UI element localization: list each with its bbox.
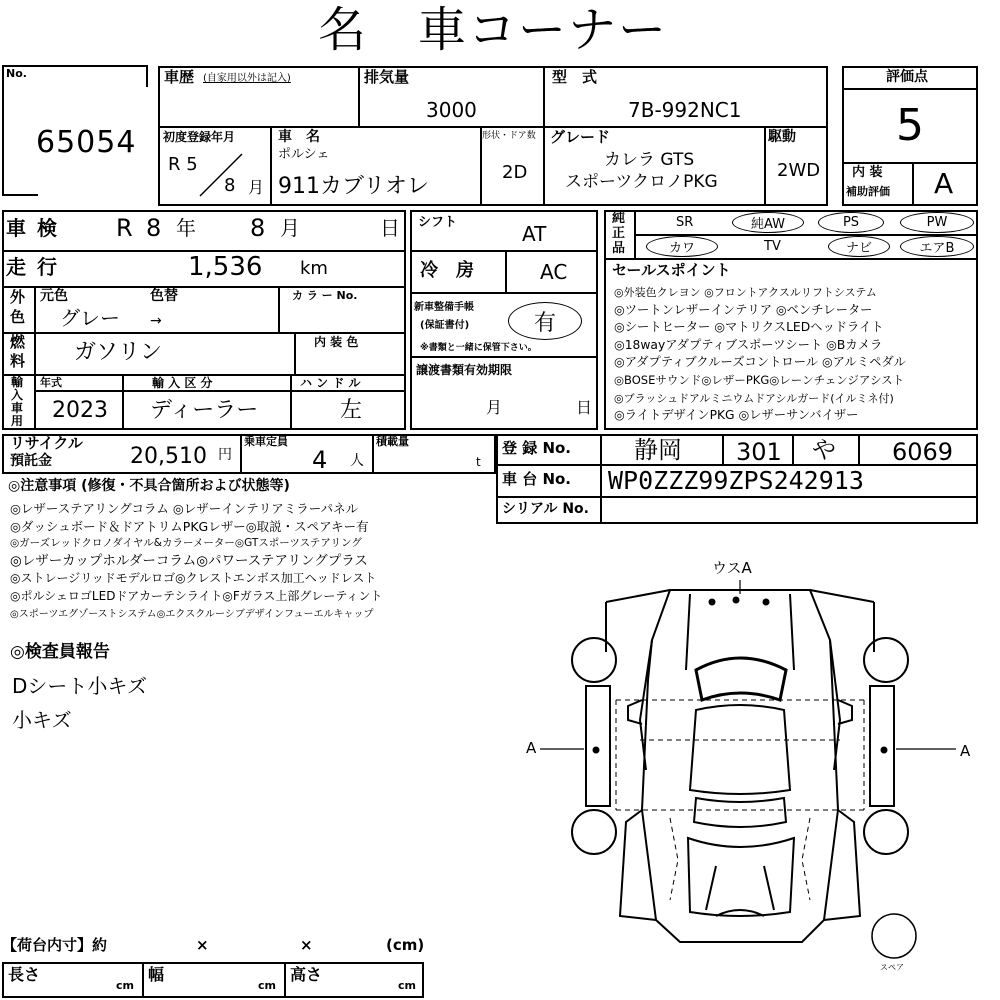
displacement-label: 排気量 (364, 68, 410, 86)
grade-line-1: カレラ GTS (604, 150, 695, 170)
capacity-unit: 人 (350, 453, 364, 469)
grade-line-2: スポーツクロノPKG (565, 172, 718, 192)
inspector-label: ◎検査員報告 (10, 642, 110, 662)
model-label: 型 式 (552, 68, 598, 86)
score-label: 評価点 (886, 69, 928, 85)
stock-number: 65054 (36, 125, 137, 160)
registration-kana: や (812, 436, 836, 464)
mileage-value: 1,536 (188, 252, 263, 282)
spare-tire-label: スペア (880, 963, 904, 972)
equipment-label-2: 正 (612, 226, 626, 241)
equip-navigation: ナビ (828, 236, 890, 257)
registration-number: 6069 (892, 438, 954, 466)
diagram-left-label: A (526, 739, 537, 757)
equip-power-window: PW (900, 212, 974, 233)
inspector-note: 小キズ (12, 708, 72, 732)
cargo-times-1: × (196, 936, 209, 954)
no-label: No. (6, 67, 27, 80)
car-damage-diagram (520, 560, 980, 990)
first-registration-month: 8 (224, 175, 236, 196)
original-color-label: 元色 (40, 288, 68, 304)
equipment-label-3: 品 (612, 241, 626, 256)
model-year: 2023 (52, 398, 108, 423)
transfer-month-unit: 月 (486, 398, 503, 417)
sales-point: ◎ブラッシュドアルミニウムドアシルガード(イルミネ付) (614, 391, 894, 405)
ext-color-label-1: 外 (10, 288, 26, 306)
note-item: ◎ポルシェロゴLEDドアカーテシライト◎Fガラス上部グレーティント (10, 588, 383, 603)
inspector-note: Dシート小キズ (12, 674, 148, 698)
displacement-value: 3000 (426, 98, 477, 122)
equip-sr: SR (676, 215, 694, 230)
sales-point: ◎BOSEサウンド◎レザーPKG◎レーンチェンジアシスト (614, 372, 905, 387)
shaken-era: R (116, 214, 133, 242)
cargo-length-label: 長さ (8, 965, 41, 984)
import-label-2: 入 (11, 388, 24, 402)
handle-value: 左 (340, 398, 363, 423)
first-registration-label: 初度登録年月 (163, 130, 236, 144)
interior-score-label-2: 補助評価 (846, 185, 890, 198)
capacity-value: 4 (312, 446, 328, 474)
first-registration-era: R 5 (168, 154, 198, 175)
transfer-day-unit: 日 (576, 398, 593, 417)
ac-value: AC (540, 260, 568, 284)
equip-leather: カワ (646, 236, 718, 257)
load-unit: t (476, 455, 481, 469)
import-label-3: 車 (11, 401, 24, 415)
note-item: ◎ダッシュボード＆ドアトリムPKGレザー◎取説・スペアキー有 (10, 518, 369, 534)
import-type: ディーラー (150, 398, 259, 423)
recycle-label-1: リサイクル (10, 434, 83, 452)
fuel-label-1: 燃 (10, 333, 26, 351)
model-code: 7B-992NC1 (628, 98, 742, 122)
note-item: ◎レザーカップホルダーコラム◎パワーステアリングプラス (10, 552, 368, 569)
original-color: グレー (60, 306, 120, 330)
fuel-value: ガソリン (74, 340, 163, 365)
doors-value: 2D (502, 162, 528, 183)
history-label: 車歴 (164, 68, 195, 86)
shaken-year: 8 (146, 214, 162, 242)
equip-alloy-wheel: 純AW (732, 212, 804, 233)
sales-points-label: セールスポイント (612, 261, 731, 279)
chassis-number: WP0ZZZ99ZPS242913 (608, 466, 864, 495)
new-car-value-oval (508, 302, 582, 340)
recycle-amount: 20,510 (130, 444, 207, 469)
first-registration-month-unit: 月 (248, 178, 265, 197)
equip-tv: TV (764, 239, 781, 254)
sales-point: ◎外装色クレヨン ◎フロントアクスルリフトシステム (614, 286, 877, 299)
drive-label: 駆動 (768, 129, 796, 145)
equipment-label-1: 純 (612, 211, 626, 226)
model-year-label: 年式 (40, 376, 62, 389)
new-car-note: ※書類と一緒に保管下さい。 (420, 343, 537, 353)
cargo-height-unit: cm (398, 979, 416, 992)
cargo-length-unit: cm (116, 979, 134, 992)
new-car-label-1: 新車整備手帳 (414, 302, 474, 313)
shaken-year-unit: 年 (176, 216, 196, 240)
cargo-label: 【荷台内寸】約 (2, 936, 108, 954)
chassis-label: 車 台 No. (502, 470, 572, 488)
shift-label: シフト (418, 215, 458, 230)
sales-point: ◎アダプティブクルーズコントロール ◎アルミペダル (614, 355, 906, 370)
cargo-width-unit: cm (258, 979, 276, 992)
diagram-right-label: A (960, 742, 971, 760)
car-name: 911カブリオレ (278, 174, 429, 199)
color-change-arrow: → (150, 313, 162, 329)
interior-color-label: 内 装 色 (314, 335, 359, 349)
note-item: ◎スポーツエグゾーストシステム◎エクスクルーシブデザインフューエルキャップ (10, 608, 374, 620)
capacity-label: 乗車定員 (244, 435, 288, 448)
interior-score-label-1: 内 装 (852, 165, 883, 180)
load-label: 積載量 (376, 435, 409, 448)
sales-points-list (614, 284, 906, 425)
page-title: 名 車コーナー (318, 2, 669, 58)
shaken-day-unit: 日 (380, 216, 400, 240)
sales-point: ◎シートヒーター ◎マトリクスLEDヘッドライト (614, 320, 884, 335)
color-change-label: 色替 (150, 288, 178, 304)
cargo-times-2: × (300, 936, 313, 954)
car-name-label: 車 名 (278, 129, 320, 145)
notes-list (10, 500, 382, 623)
maker-name: ポルシェ (278, 147, 330, 162)
doors-label: 形状・ドア数 (482, 131, 536, 141)
cargo-width-label: 幅 (148, 965, 165, 984)
note-item: ◎ストレージリッドモデルロゴ◎クレストエンボス加工ヘッドレスト (10, 571, 377, 586)
handle-label: ハ ン ド ル (300, 376, 361, 390)
cargo-dimensions-row (2, 962, 424, 998)
sales-point: ◎ツートンレザーインテリア ◎ベンチレーター (614, 302, 873, 317)
note-item: ◎レザーステアリングコラム ◎レザーインテリアミラーパネル (10, 501, 359, 516)
grade-label: グレード (550, 128, 611, 146)
equip-power-steering: PS (818, 212, 884, 233)
new-car-label-2: (保証書付) (420, 320, 470, 331)
registration-label: 登 録 No. (502, 439, 572, 457)
cargo-height-label: 高さ (290, 965, 323, 984)
ac-label: 冷 房 (420, 260, 474, 281)
import-type-label: 輸 入 区 分 (152, 376, 213, 390)
score-value: 5 (896, 100, 924, 151)
registration-class: 301 (736, 438, 782, 466)
new-car-value: 有 (533, 310, 556, 336)
ext-color-label-2: 色 (10, 308, 26, 326)
notes-label: ◎注意事項 (修復・不具合箇所および状態等) (8, 478, 290, 494)
equip-airbag: エアB (900, 236, 974, 257)
mileage-label: 走 行 (6, 255, 59, 279)
fuel-label-2: 料 (10, 352, 26, 370)
mileage-unit: km (300, 258, 328, 279)
recycle-yen-unit: 円 (218, 447, 232, 463)
sales-point: ◎18wayアダプティブスポーツシート ◎Bカメラ (614, 337, 883, 352)
shift-value: AT (522, 222, 547, 246)
color-number-label: カ ラ ー No. (292, 289, 358, 302)
shaken-label: 車 検 (6, 216, 59, 240)
shaken-month-unit: 月 (280, 216, 300, 240)
serial-label: シリアル No. (502, 501, 589, 517)
interior-score-value: A (934, 167, 954, 200)
history-note: (自家用以外は記入) (203, 73, 291, 84)
sales-point: ◎ライトデザインPKG ◎レザーサンバイザー (614, 408, 859, 423)
date-slash-line (194, 150, 250, 200)
recycle-label-2: 預託金 (10, 453, 52, 469)
import-label-1: 輸 (11, 375, 24, 389)
shaken-month: 8 (250, 214, 266, 242)
import-label-4: 用 (11, 414, 24, 428)
drive-value: 2WD (777, 160, 821, 181)
diagram-rear-label: ウスA (712, 559, 752, 577)
cargo-unit: (cm) (386, 936, 425, 954)
note-item: ◎ガーズレッドクロノダイヤル&カラーメーター◎GTスポーツステアリング (10, 537, 362, 550)
registration-place: 静岡 (634, 436, 682, 464)
transfer-label: 譲渡書類有効期限 (416, 363, 513, 377)
